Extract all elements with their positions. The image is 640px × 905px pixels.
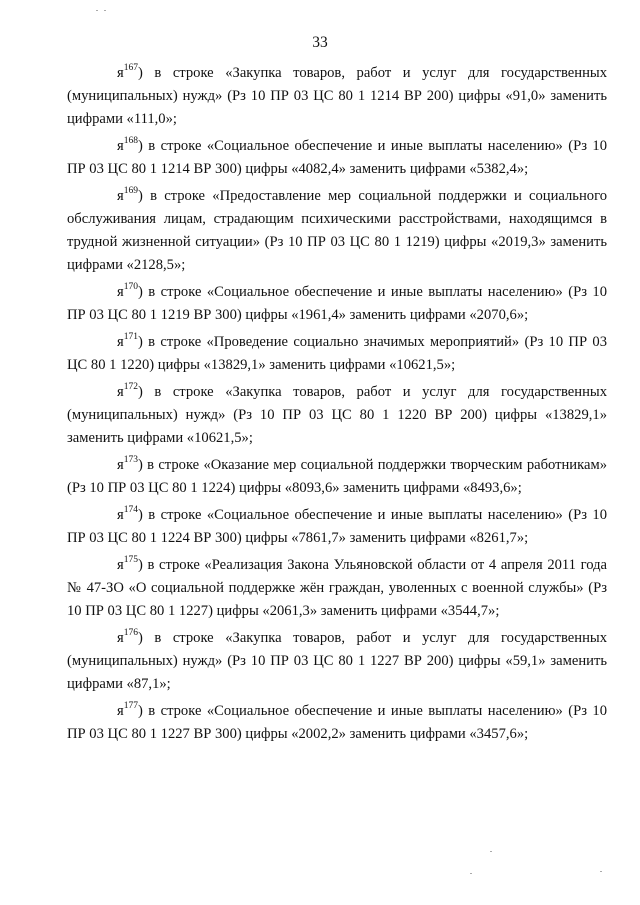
item-letter: я [117, 507, 124, 523]
amendment-paragraph [67, 381, 607, 450]
paragraph-text: ) в строке «Социальное обеспечение и иные выплаты населению» (Рз 10 ПР 03 ЦС 80 1 1214 ВР 300) цифры «4082,4» заменить цифрами «5382,4»; [67, 138, 607, 177]
amendment-paragraph [67, 700, 607, 746]
amendment-paragraph [67, 504, 607, 550]
scan-speck [490, 851, 492, 852]
item-number: 171 [123, 332, 138, 343]
paragraph-text: ) в строке «Предоставление мер социальной поддержки и социального обслуживания лицам, страдающим психическими расстройствами, находящимся в трудной жизненной ситуации» (Рз 10 ПР 03 ЦС 80 1 1219) цифры «2019,3» заменить цифрами «2128,5»; [67, 188, 607, 273]
document-body [67, 62, 607, 750]
paragraph-text: ) в строке «Закупка товаров, работ и услуг для государственных (муниципальных) нужд» (Рз 10 ПР 03 ЦС 80 1 1214 ВР 200) цифры «91,0» заменить цифрами «111,0»; [67, 65, 607, 127]
paragraph-text: ) в строке «Реализация Закона Ульяновской области от 4 апреля 2011 года № 47-ЗО «О социальной поддержке жён граждан, уволенных с военной службы» (Рз 10 ПР 03 ЦС 80 1 1227) цифры «2061,3» заменить цифрами «3544,7»; [67, 557, 607, 619]
paragraph-text: ) в строке «Проведение социально значимых мероприятий» (Рз 10 ПР 03 ЦС 80 1 1220) цифры «13829,1» заменить цифрами «10621,5»; [67, 334, 607, 373]
amendment-paragraph [67, 185, 607, 277]
amendment-paragraph [67, 62, 607, 131]
item-number: 176 [123, 628, 138, 639]
amendment-paragraph [67, 281, 607, 327]
paragraph-text: ) в строке «Социальное обеспечение и иные выплаты населению» (Рз 10 ПР 03 ЦС 80 1 1224 ВР 300) цифры «7861,7» заменить цифрами «8261,7»; [67, 507, 607, 546]
paragraph-text: ) в строке «Социальное обеспечение и иные выплаты населению» (Рз 10 ПР 03 ЦС 80 1 1219 ВР 300) цифры «1961,4» заменить цифрами «2070,6»; [67, 284, 607, 323]
page-number: 33 [312, 34, 328, 51]
item-number: 173 [123, 455, 138, 466]
amendment-paragraph [67, 454, 607, 500]
scan-speck [104, 10, 106, 11]
item-letter: я [117, 630, 124, 646]
item-number: 172 [123, 382, 138, 393]
amendment-paragraph [67, 627, 607, 696]
amendment-paragraph [67, 554, 607, 623]
item-letter: я [117, 334, 124, 350]
item-number: 177 [123, 701, 138, 712]
item-number: 167 [123, 63, 138, 74]
scan-speck [600, 871, 602, 872]
item-letter: я [117, 384, 124, 400]
item-letter: я [117, 188, 124, 204]
item-letter: я [117, 557, 124, 573]
scan-speck [96, 10, 98, 11]
amendment-paragraph [67, 331, 607, 377]
paragraph-text: ) в строке «Социальное обеспечение и иные выплаты населению» (Рз 10 ПР 03 ЦС 80 1 1227 ВР 300) цифры «2002,2» заменить цифрами «3457,6»; [67, 703, 607, 742]
paragraph-text: ) в строке «Закупка товаров, работ и услуг для государственных (муниципальных) нужд» (Рз 10 ПР 03 ЦС 80 1 1227 ВР 200) цифры «59,1» заменить цифрами «87,1»; [67, 630, 607, 692]
item-number: 174 [123, 505, 138, 516]
item-letter: я [117, 284, 124, 300]
paragraph-text: ) в строке «Оказание мер социальной поддержки творческим работникам» (Рз 10 ПР 03 ЦС 80 1 1224) цифры «8093,6» заменить цифрами «8493,6»; [67, 457, 607, 496]
item-number: 170 [123, 282, 138, 293]
amendment-paragraph [67, 135, 607, 181]
item-letter: я [117, 457, 124, 473]
item-number: 175 [123, 555, 138, 566]
item-number: 168 [123, 136, 138, 147]
scan-speck [470, 873, 472, 874]
item-letter: я [117, 138, 124, 154]
item-letter: я [117, 703, 124, 719]
item-letter: я [117, 65, 124, 81]
item-number: 169 [123, 186, 138, 197]
paragraph-text: ) в строке «Закупка товаров, работ и услуг для государственных (муниципальных) нужд» (Рз 10 ПР 03 ЦС 80 1 1220 ВР 200) цифры «13829,1» заменить цифрами «10621,5»; [67, 384, 607, 446]
